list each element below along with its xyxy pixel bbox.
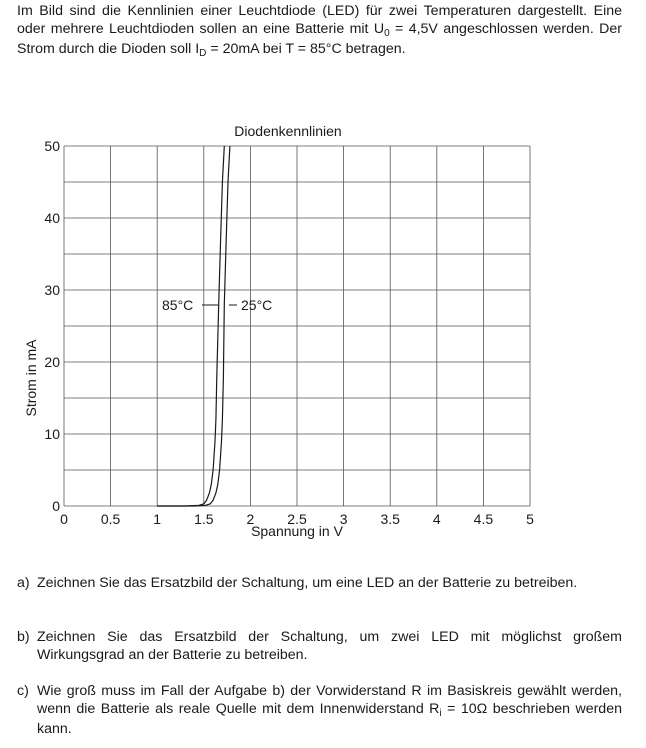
x-tick-label: 0.5 [100,511,121,527]
task-c-text [37,682,622,738]
y-tick-label: 50 [44,138,60,154]
task-a-label: a) [17,575,30,591]
task-c-label: c) [17,683,29,699]
id-subscript: D [199,48,207,59]
intro-text-1: Im Bild sind die Kennlinien einer Leuchtdiode (LED) für zwei Temperaturen dargestellt. Eine oder mehrere Leuchtdioden sollen an eine Batterie mit U [17,3,622,37]
chart-grid [64,146,530,506]
task-b-label: b) [17,629,30,645]
x-tick-label: 1 [153,511,162,527]
y-tick-label: 30 [44,282,60,298]
x-tick-label: 4 [432,511,441,527]
y-tick-label: 20 [44,354,60,370]
y-tick-label: 40 [44,210,60,226]
x-tick-label: 5 [526,511,534,527]
annotation-85c: 85°C [162,297,194,313]
task-c-text-2: = 10Ω beschrieben werden kann. [37,701,622,737]
intro-text-2: = 4,5V angeschlossen werden. Der Strom durch die Dioden soll I [17,21,622,57]
chart-title: Diodenkennlinien [234,123,342,139]
task-b-text: Zeichnen Sie das Ersatzbild der Schaltung, um zwei LED mit möglichst großem Wirkungsgrad an der Batterie zu betreiben. [37,629,622,663]
task-a-text: Zeichnen Sie das Ersatzbild der Schaltung, um eine LED an der Batterie zu betreiben. [37,575,578,591]
chart-ticks [44,138,534,527]
y-tick-label: 10 [44,426,60,442]
x-tick-label: 2 [246,511,255,527]
x-tick-label: 0 [60,511,68,527]
y-tick-label: 0 [52,498,60,514]
task-b [17,628,622,664]
x-tick-label: 2.5 [287,511,307,527]
y-axis-label: Strom in mA [23,339,39,417]
x-tick-label: 1.5 [194,511,214,527]
x-axis-label: Spannung in V [251,523,343,539]
x-tick-label: 3.5 [380,511,400,527]
diode-characteristic-chart [0,118,646,548]
ri-subscript: i [439,708,442,719]
intro-text-3: = 20mA bei T = 85°C betragen. [206,41,406,57]
x-tick-label: 3 [339,511,348,527]
intro-paragraph [17,2,622,60]
u0-subscript: 0 [384,28,390,39]
x-tick-label: 4.5 [473,511,494,527]
annotation-25c: 25°C [241,297,273,313]
task-c-text-1: Wie groß muss im Fall der Aufgabe b) der Vorwiderstand R im Basiskreis gewählt werden, wenn die Batterie als reale Quelle mit dem Innenwiderstand R [37,683,622,717]
task-a [17,574,622,592]
curve-annotations [162,297,272,313]
task-c [17,682,622,738]
